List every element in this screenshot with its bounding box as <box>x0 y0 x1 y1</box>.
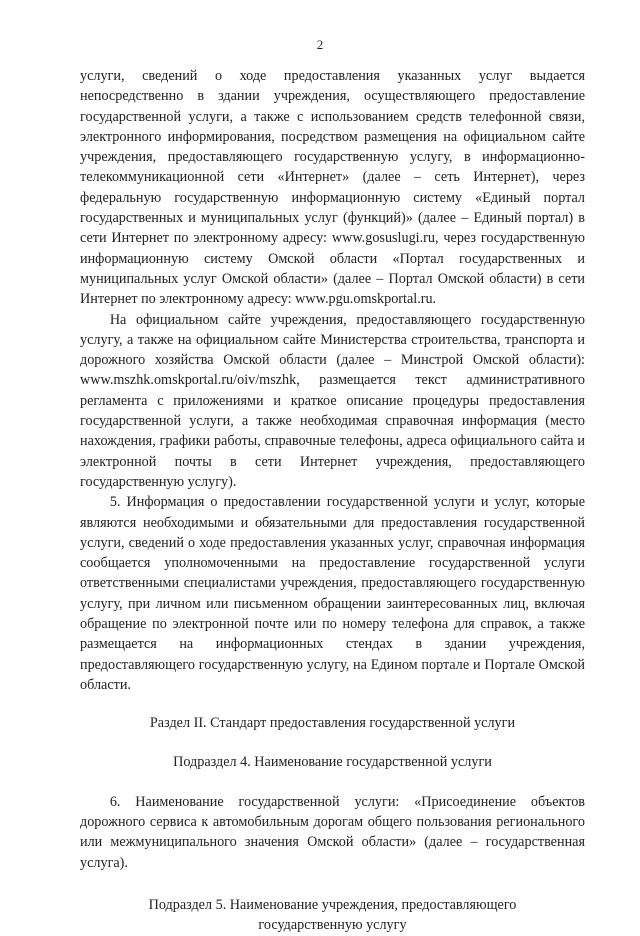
subsection-heading-5-line1: Подраздел 5. Наименование учреждения, предоставляющего <box>148 896 517 913</box>
paragraph-official-site: На официальном сайте учреждения, предоставляющего государственную услугу, а также на официальном сайте Министерства строительства, транспорта и дорожного хозяйства Омской области (далее – Минстрой Омской области): www.mszhk.omskportal.ru/oiv/mszhk, размещается текст административного регламента с приложениями и краткое описание процедуры предоставления государственной услуги, а также необходимая справочная информация (место нахождения, графики работы, справочные телефоны, адреса официального сайта и электронной почты в сети Интернет учреждения, предоставляющего государственную услугу). <box>80 311 585 490</box>
section-heading: Раздел II. Стандарт предоставления государственной услуги <box>149 715 516 732</box>
page-number: 2 <box>316 37 324 52</box>
subsection-heading-4: Подраздел 4. Наименование государственной услуги <box>173 753 492 770</box>
paragraph-info-continuation: услуги, сведений о ходе предоставления указанных услуг выдается непосредственно в здании учреждения, осуществляющего предоставление государственной услуги, а также с использованием средств телефонной связи, электронного информирования, посредством размещения на официальном сайте учреждения, предоставляющего государственную услугу, в информационно-телекоммуникационной сети «Интернет» (далее – сеть Интернет), через федеральную государственную информационную систему «Единый портал государственных и муниципальных услуг (функций)» (далее – Единый портал) в сети Интернет по электронному адресу: www.gosuslugi.ru, через государственную информационную систему Омской области «Портал государственных и муниципальных услуг Омской области» (далее – Портал Омской области) в сети Интернет по электронному адресу: www.pgu.omskportal.ru. <box>80 68 585 308</box>
subsection-heading-5-line2: государственную услугу <box>258 917 407 934</box>
paragraph-item-5: 5. Информация о предоставлении государственной услуги и услуг, которые являются необходимыми и обязательными для предоставления государственной услуги, сведений о ходе предоставления указанных услуг, справочная информация сообщается уполномоченными на предоставление государственной услуги ответственными специалистами учреждения, предоставляющего государственную услугу, при личном или письменном обращении заинтересованных лиц, включая обращение по электронной почте или по номеру телефона для справок, а также размещается на информационных стендах в здании учреждения, предоставляющего государственную услугу, на Едином портале и Портале Омской области. <box>80 494 585 693</box>
subsection-heading-5 <box>80 895 585 936</box>
paragraph-item-6: 6. Наименование государственной услуги: «Присоединение объектов дорожного сервиса к автомобильным дорогам общего пользования регионального или межмуниципального значения Омской области» (далее – государственная услуга). <box>80 793 585 871</box>
document-body <box>80 66 585 936</box>
